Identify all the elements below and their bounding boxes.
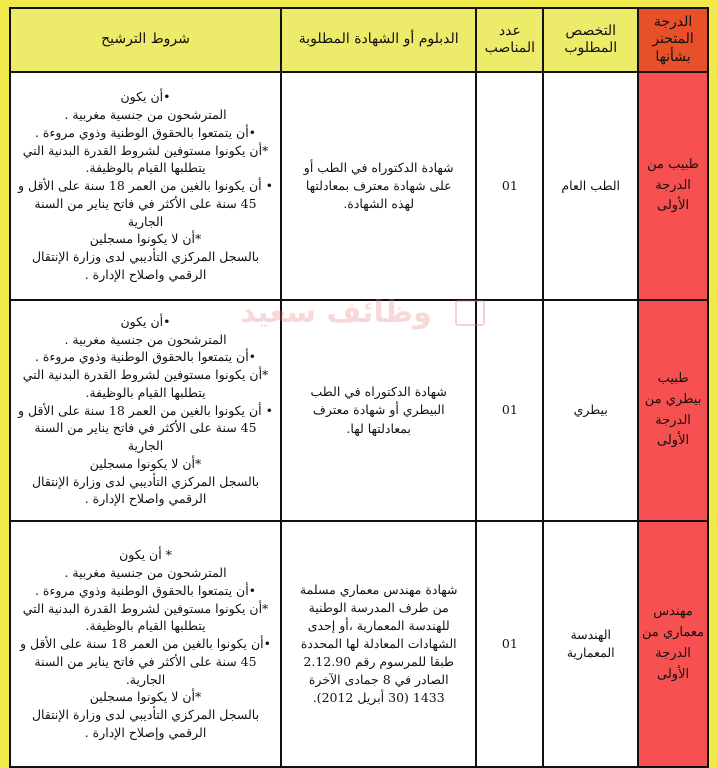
condition-line: *أن لا يكونوا مسجلين — [89, 689, 202, 705]
condition-line: *أن يكونوا مستوفين لشروط القدرة البدنية التي يتطلبها القيام بالوظيفة. — [22, 367, 269, 400]
condition-line: •أن يكون — [120, 89, 171, 105]
conditions-cell — [10, 521, 281, 767]
conditions-cell — [10, 300, 281, 521]
condition-line: *أن يكونوا مستوفين لشروط القدرة البدنية التي يتطلبها القيام بالوظيفة. — [22, 600, 269, 634]
condition-line: المترشحون من جنسية مغربية . — [64, 107, 227, 123]
grade-cell: طبيب بيطري من الدرجة الأولى — [638, 300, 708, 521]
condition-line: *أن لا يكونوا مسجلين — [89, 455, 202, 471]
condition-line: *أن لا يكونوا مسجلين — [89, 231, 202, 247]
header-grade: الدرجة المتحنر بشأنها — [638, 8, 708, 72]
condition-line: بالسجل المركزي التأديبي لدى وزارة الإنتقال الرقمي وإصلاح الإدارة . — [31, 707, 260, 740]
count-cell: 01 — [476, 521, 543, 767]
conditions-cell — [10, 72, 281, 300]
diploma-cell: شهادة الدكتوراه في الطب أو على شهادة معترف بمعادلتها لهذه الشهادة. — [281, 72, 476, 300]
specialty-cell: الهندسة المعمارية — [543, 521, 638, 767]
count-cell: 01 — [476, 72, 543, 300]
condition-line: *أن يكونوا مستوفين لشروط القدرة البدنية التي يتطلبها القيام بالوظيفة. — [22, 142, 269, 176]
condition-line: بالسجل المركزي التأديبي لدى وزارة الإنتقال الرقمي واصلاح الإدارة . — [31, 249, 260, 282]
specialty-cell: الطب العام — [543, 72, 638, 300]
condition-line: •أن يتمتعوا بالحقوق الوطنية وذوي مروءة . — [34, 582, 257, 598]
header-count: عدد المناصب — [476, 8, 543, 72]
condition-line: •أن يكون — [120, 313, 171, 329]
table-row — [10, 521, 708, 767]
condition-line: •أن يتمتعوا بالحقوق الوطنية وذوي مروءة . — [34, 124, 257, 140]
specialty-cell: بيطري — [543, 300, 638, 521]
condition-line: المترشحون من جنسية مغربية . — [64, 565, 227, 581]
condition-line: المترشحون من جنسية مغربية . — [64, 331, 227, 347]
watermark: وظائف سعيد — [240, 295, 432, 330]
header-conditions: شروط الترشيح — [10, 8, 281, 72]
table-row — [10, 72, 708, 300]
condition-line: • أن يكونوا بالغين من العمر 18 سنة على الأقل و 45 سنة على الأكثر في فاتح يناير من السنة الجارية — [17, 178, 274, 229]
condition-line: •أن يتمتعوا بالحقوق الوطنية وذوي مروءة . — [34, 349, 257, 365]
table-row — [10, 300, 708, 521]
table-header-row — [10, 8, 708, 72]
header-specialty: التخصص المطلوب — [543, 8, 638, 72]
grade-cell: مهندس معماري من الدرجة الأولى — [638, 521, 708, 767]
diploma-cell: شهادة الدكتوراه في الطب البيطري أو شهادة معترف بمعادلتها لها. — [281, 300, 476, 521]
condition-line: بالسجل المركزي التأديبي لدى وزارة الإنتقال الرقمي واصلاح الإدارة . — [31, 473, 260, 507]
count-cell: 01 — [476, 300, 543, 521]
watermark-logo-icon — [455, 300, 485, 326]
positions-table — [9, 7, 709, 768]
condition-line: * أن يكون — [119, 547, 172, 563]
header-diploma: الدبلوم أو الشهادة المطلوبة — [281, 8, 476, 72]
diploma-cell: شهادة مهندس معماري مسلمة من طرف المدرسة الوطنية للهندسة المعمارية ،أو إحدى الشهادات المعادلة لها المحددة طبقا للمرسوم رقم 2.12.90 الصادر في 8 جمادى الآخرة 1433 (30 أبريل 2012). — [281, 521, 476, 767]
condition-line: •أن يكونوا بالغين من العمر 18 سنة على الأقل و 45 سنة على الأكثر في فاتح يناير من السنة الجارية. — [19, 636, 272, 687]
grade-cell: طبيب من الدرجة الأولى — [638, 72, 708, 300]
condition-line: • أن يكونوا بالغين من العمر 18 سنة على الأقل و 45 سنة على الأكثر في فاتح يناير من السنة الجارية — [17, 402, 274, 454]
